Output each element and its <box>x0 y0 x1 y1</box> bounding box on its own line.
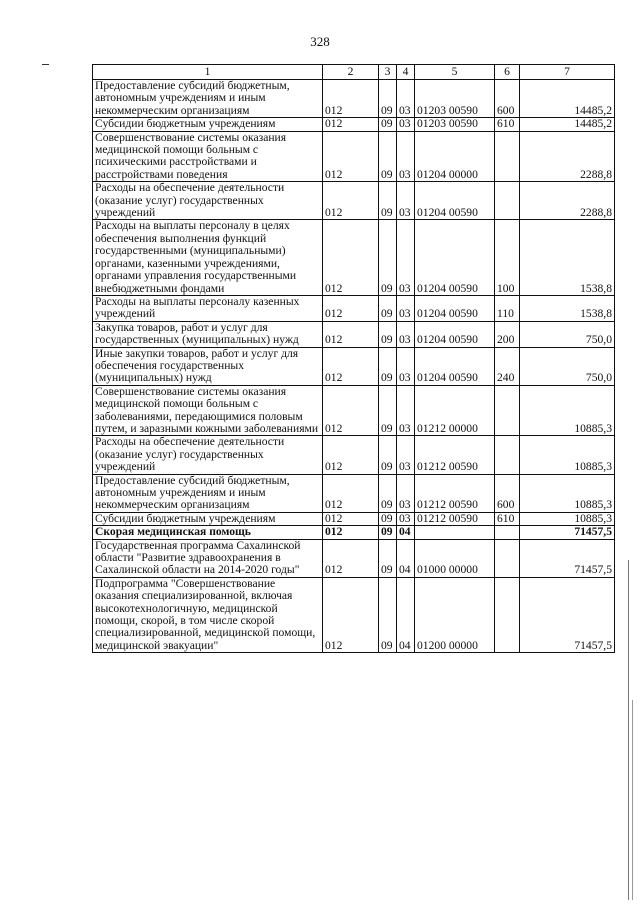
table-row <box>93 512 615 525</box>
row-admin-code-cell: 012 <box>323 474 379 512</box>
row-amount-cell: 10885,3 <box>520 385 615 436</box>
row-target-article-cell <box>415 526 495 539</box>
table-row <box>93 539 615 577</box>
row-amount-cell: 10885,3 <box>520 474 615 512</box>
row-name-cell: Расходы на обеспечение деятельности (оказание услуг) государственных учреждений <box>93 182 323 220</box>
row-target-article-cell: 01204 00590 <box>415 220 495 295</box>
row-expense-type-cell <box>495 577 520 652</box>
row-name-cell: Скорая медицинская помощь <box>93 526 323 539</box>
row-subsection-cell: 03 <box>397 295 415 321</box>
row-subsection-cell: 04 <box>397 526 415 539</box>
row-expense-type-cell <box>495 526 520 539</box>
row-section-cell: 09 <box>379 436 397 474</box>
row-admin-code-cell: 012 <box>323 118 379 131</box>
row-subsection-cell: 03 <box>397 347 415 385</box>
header-col-4: 4 <box>397 65 415 80</box>
row-subsection-cell: 03 <box>397 474 415 512</box>
row-expense-type-cell: 610 <box>495 118 520 131</box>
row-subsection-cell: 04 <box>397 539 415 577</box>
row-section-cell: 09 <box>379 220 397 295</box>
row-amount-cell: 71457,5 <box>520 539 615 577</box>
row-target-article-cell: 01204 00000 <box>415 131 495 182</box>
row-name-cell: Предоставление субсидий бюджетным, автономным учреждениям и иным некоммерческим организациям <box>93 474 323 512</box>
row-section-cell: 09 <box>379 577 397 652</box>
row-name-cell: Предоставление субсидий бюджетным, автономным учреждениям и иным некоммерческим организациям <box>93 80 323 118</box>
row-amount-cell: 750,0 <box>520 347 615 385</box>
row-expense-type-cell <box>495 182 520 220</box>
row-name-cell: Иные закупки товаров, работ и услуг для обеспечения государственных (муниципальных) нужд <box>93 347 323 385</box>
row-expense-type-cell: 240 <box>495 347 520 385</box>
row-target-article-cell: 01203 00590 <box>415 118 495 131</box>
row-expense-type-cell: 600 <box>495 474 520 512</box>
row-name-cell: Расходы на обеспечение деятельности (оказание услуг) государственных учреждений <box>93 436 323 474</box>
row-section-cell: 09 <box>379 385 397 436</box>
row-subsection-cell: 03 <box>397 321 415 347</box>
row-section-cell: 09 <box>379 526 397 539</box>
row-expense-type-cell: 110 <box>495 295 520 321</box>
row-target-article-cell: 01212 00000 <box>415 385 495 436</box>
row-name-cell: Расходы на выплаты персоналу казенных учреждений <box>93 295 323 321</box>
row-target-article-cell: 01204 00590 <box>415 347 495 385</box>
row-target-article-cell: 01212 00590 <box>415 436 495 474</box>
row-section-cell: 09 <box>379 182 397 220</box>
row-target-article-cell: 01212 00590 <box>415 512 495 525</box>
row-admin-code-cell: 012 <box>323 577 379 652</box>
row-target-article-cell: 01212 00590 <box>415 474 495 512</box>
row-name-cell: Субсидии бюджетным учреждениям <box>93 512 323 525</box>
row-section-cell: 09 <box>379 80 397 118</box>
row-admin-code-cell: 012 <box>323 80 379 118</box>
row-amount-cell: 10885,3 <box>520 512 615 525</box>
row-section-cell: 09 <box>379 321 397 347</box>
budget-table <box>92 64 615 653</box>
row-subsection-cell: 04 <box>397 577 415 652</box>
row-amount-cell: 10885,3 <box>520 436 615 474</box>
row-admin-code-cell: 012 <box>323 436 379 474</box>
page-number: 328 <box>310 34 330 49</box>
table-header-row <box>93 65 615 80</box>
row-amount-cell: 71457,5 <box>520 577 615 652</box>
row-section-cell: 09 <box>379 512 397 525</box>
row-target-article-cell: 01204 00590 <box>415 321 495 347</box>
header-col-3: 3 <box>379 65 397 80</box>
header-col-7: 7 <box>520 65 615 80</box>
row-name-cell: Подпрограмма "Совершенствование оказания специализированной, включая высокотехнологичную, медицинской помощи, скорой, в том числе скорой специализированной, медицинской помощи, медицинской эвакуации" <box>93 577 323 652</box>
table-row <box>93 474 615 512</box>
header-col-6: 6 <box>495 65 520 80</box>
row-admin-code-cell: 012 <box>323 347 379 385</box>
row-admin-code-cell: 012 <box>323 182 379 220</box>
table-row <box>93 347 615 385</box>
row-expense-type-cell <box>495 385 520 436</box>
row-expense-type-cell <box>495 539 520 577</box>
table-row <box>93 436 615 474</box>
row-expense-type-cell: 600 <box>495 80 520 118</box>
table-row <box>93 220 615 295</box>
row-subsection-cell: 03 <box>397 80 415 118</box>
row-admin-code-cell: 012 <box>323 131 379 182</box>
row-section-cell: 09 <box>379 347 397 385</box>
row-admin-code-cell: 012 <box>323 295 379 321</box>
scan-edge-line-secondary <box>632 700 633 900</box>
table-row <box>93 321 615 347</box>
row-expense-type-cell: 610 <box>495 512 520 525</box>
row-admin-code-cell: 012 <box>323 526 379 539</box>
row-amount-cell: 2288,8 <box>520 182 615 220</box>
row-target-article-cell: 01000 00000 <box>415 539 495 577</box>
row-name-cell: Государственная программа Сахалинской области "Развитие здравоохранения в Сахалинской области на 2014-2020 годы" <box>93 539 323 577</box>
row-subsection-cell: 03 <box>397 385 415 436</box>
row-expense-type-cell <box>495 436 520 474</box>
scan-edge-line <box>628 560 629 900</box>
table-row <box>93 385 615 436</box>
table-row <box>93 577 615 652</box>
row-section-cell: 09 <box>379 118 397 131</box>
row-subsection-cell: 03 <box>397 131 415 182</box>
row-name-cell: Закупка товаров, работ и услуг для государственных (муниципальных) нужд <box>93 321 323 347</box>
row-target-article-cell: 01200 00000 <box>415 577 495 652</box>
row-amount-cell: 2288,8 <box>520 131 615 182</box>
table-row <box>93 118 615 131</box>
header-col-1: 1 <box>93 65 323 80</box>
row-amount-cell: 750,0 <box>520 321 615 347</box>
row-admin-code-cell: 012 <box>323 385 379 436</box>
header-col-5: 5 <box>415 65 495 80</box>
table-row <box>93 131 615 182</box>
table-row <box>93 295 615 321</box>
row-name-cell: Расходы на выплаты персоналу в целях обеспечения выполнения функций государственными (муниципальными) органами, казенными учреждениями, органами управления государственными внебюджетными фондами <box>93 220 323 295</box>
row-subsection-cell: 03 <box>397 118 415 131</box>
row-subsection-cell: 03 <box>397 182 415 220</box>
table-row <box>93 80 615 118</box>
row-target-article-cell: 01204 00590 <box>415 295 495 321</box>
row-name-cell: Совершенствование системы оказания медицинской помощи больным с заболеваниями, передающимися половым путем, и заразными кожными заболеваниями <box>93 385 323 436</box>
row-amount-cell: 71457,5 <box>520 526 615 539</box>
table-row <box>93 526 615 539</box>
row-admin-code-cell: 012 <box>323 321 379 347</box>
row-name-cell: Совершенствование системы оказания медицинской помощи больным с психическими расстройствами и расстройствами поведения <box>93 131 323 182</box>
table-row <box>93 182 615 220</box>
row-section-cell: 09 <box>379 295 397 321</box>
row-target-article-cell: 01203 00590 <box>415 80 495 118</box>
header-col-2: 2 <box>323 65 379 80</box>
row-amount-cell: 1538,8 <box>520 220 615 295</box>
row-admin-code-cell: 012 <box>323 512 379 525</box>
row-name-cell: Субсидии бюджетным учреждениям <box>93 118 323 131</box>
row-admin-code-cell: 012 <box>323 539 379 577</box>
row-expense-type-cell <box>495 131 520 182</box>
scan-mark <box>42 64 49 65</box>
row-admin-code-cell: 012 <box>323 220 379 295</box>
row-subsection-cell: 03 <box>397 512 415 525</box>
row-subsection-cell: 03 <box>397 436 415 474</box>
row-amount-cell: 14485,2 <box>520 118 615 131</box>
row-section-cell: 09 <box>379 539 397 577</box>
row-subsection-cell: 03 <box>397 220 415 295</box>
row-target-article-cell: 01204 00590 <box>415 182 495 220</box>
row-expense-type-cell: 200 <box>495 321 520 347</box>
row-amount-cell: 1538,8 <box>520 295 615 321</box>
row-section-cell: 09 <box>379 131 397 182</box>
row-section-cell: 09 <box>379 474 397 512</box>
row-amount-cell: 14485,2 <box>520 80 615 118</box>
row-expense-type-cell: 100 <box>495 220 520 295</box>
